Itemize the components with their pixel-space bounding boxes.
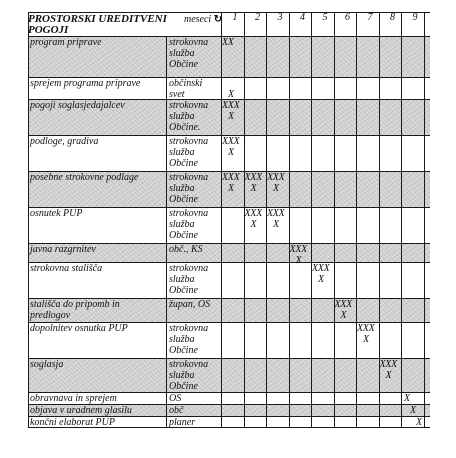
activity-label: pogoji soglasjedajalcev — [30, 100, 125, 111]
responsible-label: služba — [169, 334, 195, 345]
responsible-label: strokovna — [169, 208, 209, 219]
month-header-1: 1 — [232, 12, 238, 23]
month-divider — [356, 12, 357, 427]
schedule-mark: X — [250, 183, 257, 194]
responsible-label: obč., KS — [169, 244, 203, 255]
responsible-label: Občine — [169, 59, 198, 70]
responsible-label: Občine — [169, 158, 198, 169]
table-title-line1: PROSTORSKI UREDITVENI — [28, 13, 167, 25]
responsible-label: planer — [169, 417, 196, 428]
responsible-label: OS — [169, 393, 182, 404]
month-header-3: 3 — [277, 12, 283, 23]
responsible-label: strokovna — [169, 359, 209, 370]
responsible-label: občinski — [169, 78, 203, 89]
responsible-label: služba — [169, 183, 195, 194]
activity-label: predlogov — [30, 310, 71, 321]
responsible-label: obč — [169, 405, 184, 416]
schedule-mark: X — [228, 89, 234, 100]
schedule-mark: X — [410, 405, 416, 416]
table-top-border — [28, 12, 430, 13]
month-divider — [244, 12, 245, 427]
responsible-label: Občine — [169, 381, 198, 392]
responsible-label: svet — [169, 89, 185, 100]
schedule-mark: XXX — [222, 136, 240, 147]
month-divider — [401, 12, 402, 427]
activity-label: program priprave — [30, 37, 102, 48]
month-header-6: 6 — [345, 12, 350, 23]
responsible-label: strokovna — [169, 172, 209, 183]
table-title-line2: POGOJI — [28, 24, 69, 36]
responsible-label: strokovna — [169, 100, 209, 111]
months-header — [184, 14, 222, 25]
responsible-label: Občine. — [169, 122, 201, 133]
month-divider — [289, 12, 290, 427]
schedule-mark: X — [295, 255, 302, 266]
responsible-label: strokovna — [169, 37, 209, 48]
responsible-label: služba — [169, 111, 195, 122]
responsible-label: služba — [169, 219, 195, 230]
responsible-label: služba — [169, 147, 195, 158]
schedule-mark: XXX — [222, 172, 240, 183]
activity-label: soglasja — [30, 359, 64, 370]
activity-label: strokovna stališča — [30, 263, 103, 274]
responsible-label: župan, OS — [169, 299, 211, 310]
month-divider — [424, 12, 425, 427]
responsible-label: Občine — [169, 194, 198, 205]
activity-label: posebne strokovne podlage — [30, 172, 139, 183]
schedule-mark: X — [416, 417, 422, 428]
schedule-mark: XXX — [334, 299, 352, 310]
responsible-label: Občine — [169, 345, 198, 356]
month-divider — [311, 12, 312, 427]
activity-label: končni elaborat PUP — [30, 417, 115, 428]
schedule-mark: X — [250, 219, 257, 230]
activity-label: obravnava in sprejem — [30, 393, 117, 404]
activity-label: stališča do pripomb in — [30, 299, 120, 310]
schedule-table — [6, 6, 452, 454]
month-divider — [334, 12, 335, 427]
responsible-label: strokovna — [169, 136, 209, 147]
schedule-mark: XXX — [267, 172, 285, 183]
schedule-mark: XXX — [244, 172, 262, 183]
months-label: meseci — [184, 14, 212, 25]
responsible-label: strokovna — [169, 323, 209, 334]
month-header-5: 5 — [322, 12, 328, 23]
responsible-label: služba — [169, 48, 195, 59]
month-header-2: 2 — [255, 12, 260, 23]
cycle-arrow-icon: ↻ — [213, 14, 223, 25]
table-left-border — [28, 12, 29, 427]
schedule-mark: X — [228, 147, 234, 158]
schedule-mark: XXX — [379, 359, 397, 370]
schedule-mark: XXX — [222, 100, 240, 111]
activity-label: podloge, gradiva — [30, 136, 99, 147]
activity-label: dopolnitev osnutka PUP — [30, 323, 128, 334]
schedule-mark: X — [273, 183, 279, 194]
schedule-mark: X — [340, 310, 347, 321]
responsible-label: Občine — [169, 230, 198, 241]
table-title — [28, 14, 167, 36]
month-header-9: 9 — [412, 12, 418, 23]
schedule-mark: XXX — [289, 244, 307, 255]
schedule-mark: X — [363, 334, 369, 345]
month-header-8: 8 — [390, 12, 395, 23]
schedule-mark: X — [385, 370, 392, 381]
month-header-4: 4 — [300, 12, 305, 23]
activity-label: objava v uradnem glasilu — [30, 405, 132, 416]
schedule-mark: X — [404, 393, 410, 404]
activity-label: javna razgrnitev — [30, 244, 96, 255]
schedule-mark: XX — [222, 37, 234, 48]
schedule-mark: XXX — [267, 208, 285, 219]
activity-label: osnutek PUP — [30, 208, 83, 219]
schedule-mark: XXX — [244, 208, 262, 219]
responsible-label: Občine — [169, 285, 198, 296]
schedule-mark: XXX — [312, 263, 330, 274]
schedule-mark: X — [318, 274, 324, 285]
schedule-mark: X — [228, 183, 234, 194]
schedule-mark: X — [228, 111, 234, 122]
activity-label: sprejem programa priprave — [30, 78, 141, 89]
schedule-mark: X — [273, 219, 279, 230]
responsible-label: služba — [169, 370, 195, 381]
month-header-7: 7 — [367, 12, 373, 23]
schedule-mark: XXX — [357, 323, 375, 334]
responsible-label: strokovna — [169, 263, 209, 274]
month-divider — [266, 12, 267, 427]
responsible-label: služba — [169, 274, 195, 285]
